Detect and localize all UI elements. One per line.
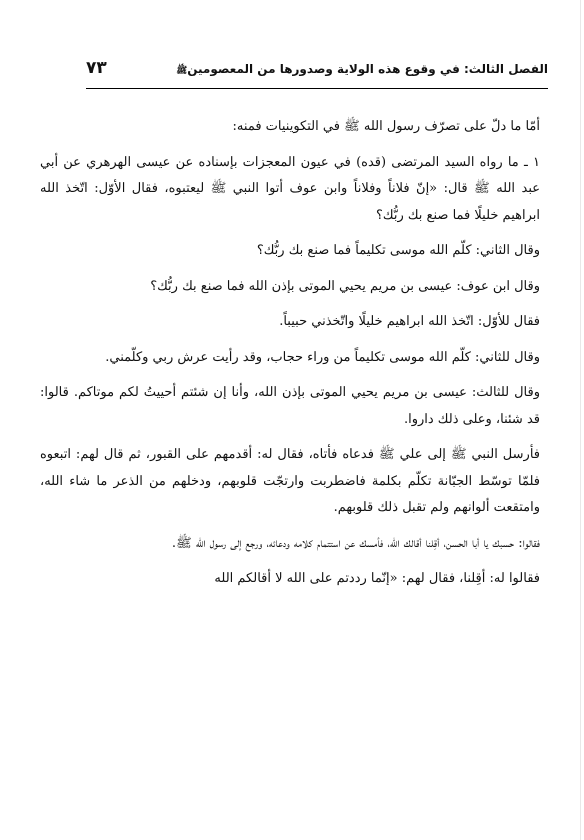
page-edge-line [580, 0, 581, 840]
chapter-title-text: الفصل الثالث: في وقوع هذه الولاية وصدورها من المعصومين [187, 62, 548, 76]
salutation-mark: ﷺ [176, 66, 188, 76]
page-number: ٧٣ [86, 58, 107, 78]
paragraph-reply-second: وقال للثاني: كلّم الله موسى تكليماً من وراء حجاب، وقد رأيت عرش ربي وكلّمني. [105, 349, 540, 365]
paragraph-reply-third: وقال للثالث: عيسى بن مريم يحيي الموتى بإذن الله، وأنا إن شئتم أحييتُ لكم موتاكم. قالوا: قد شئنا، وعلى ذلك داروا. [40, 385, 540, 427]
paragraph-narration: ١ ـ ما رواه السيد المرتضى (قده) في عيون المعجزات بإسناده عن عيسى الهرهري عن أبي عبد الله ﷺ قال: «إنّ فلاناً وفلاناً وابن عوف أتوا النبي ﷺ ليعتبوه، فقال الأوّل: اتّخذ الله ابراهيم خليلًا فما صنع بك ربُّك؟ [40, 154, 540, 223]
paragraph-ibn-awf: وقال ابن عوف: عيسى بن مريم يحيي الموتى بإذن الله فما صنع بك ربُّك؟ [150, 278, 540, 294]
chapter-title [176, 62, 548, 78]
paragraph-ali-sent: فأرسل النبي ﷺ إلى علي ﷺ فدعاه فأتاه، فقال له: أقدمهم على القبور، ثم قال لهم: اتبعوه فلمّا توسّط الجبّانة تكلّم بكلمة فاضطربت وارتجّت قلوبهم، ودخلهم من الذعر ما شاء الله، وامتقعت ألوانهم ولم تقبل ذلك قلوبهم. [40, 447, 540, 515]
header-divider [86, 88, 548, 89]
paragraph-reply-first: فقال للأوّل: اتّخذ الله ابراهيم خليلًا واتّخذني حبيباً. [279, 314, 540, 329]
body-text [40, 114, 540, 602]
paragraph-second-speaker: وقال الثاني: كلّم الله موسى تكليماً فما صنع بك ربُّك؟ [256, 243, 540, 258]
paragraph-they-said: فقالوا: حسبك يا أبا الحسن، أقِلنا أقالك الله، فأمسك عن استتمام كلامه ودعائه، ورجع إلى رسول الله ﷺ. [171, 535, 540, 551]
paragraph-intro: أمّا ما دلّ على تصرّف رسول الله ﷺ في التكوينيات فمنه: [232, 119, 540, 134]
paragraph-final: فقالوا له: أقِلنا، فقال لهم: «إنّما رددتم على الله لا أقالكم الله [214, 571, 540, 586]
page-header [86, 58, 548, 84]
